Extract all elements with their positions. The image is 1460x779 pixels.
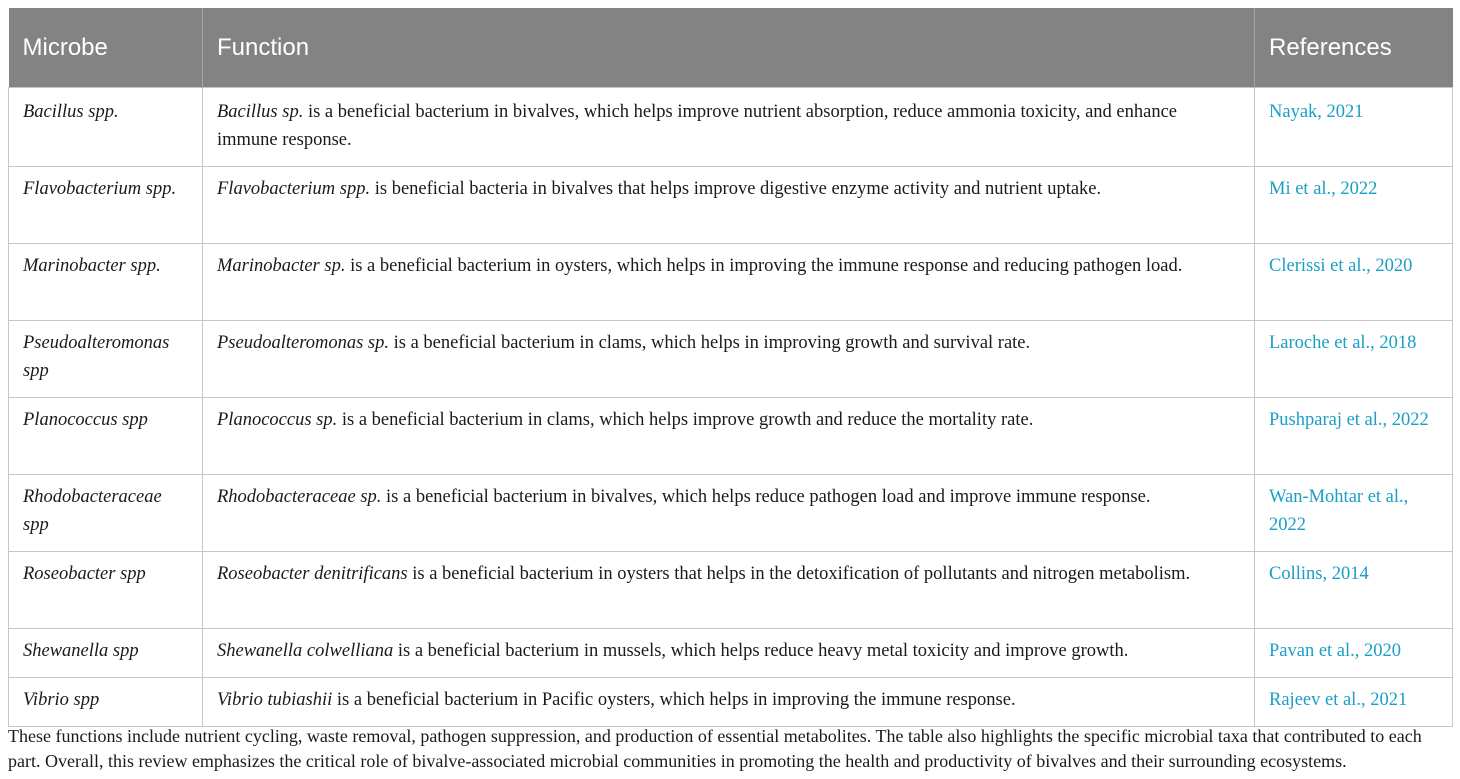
microbe-cell: Marinobacter spp. — [9, 244, 203, 321]
table-row — [9, 678, 1453, 727]
table-row — [9, 244, 1453, 321]
function-text: is a beneficial bacterium in clams, which helps improve growth and reduce the mortality rate. — [337, 410, 1034, 430]
table-container — [8, 8, 1452, 727]
function-cell — [203, 244, 1255, 321]
function-text: is beneficial bacteria in bivalves that helps improve digestive enzyme activity and nutrient uptake. — [370, 179, 1102, 199]
reference-link[interactable]: Wan-Mohtar et al., 2022 — [1255, 475, 1453, 552]
function-taxon: Planococcus sp. — [217, 410, 338, 430]
reference-link[interactable]: Pavan et al., 2020 — [1255, 629, 1453, 678]
function-cell — [203, 88, 1255, 167]
function-text: is a beneficial bacterium in mussels, which helps reduce heavy metal toxicity and improve growth. — [393, 641, 1129, 661]
function-text: is a beneficial bacterium in bivalves, which helps improve nutrient absorption, reduce ammonia toxicity, and enhance immune response. — [217, 102, 1178, 150]
reference-link[interactable]: Mi et al., 2022 — [1255, 167, 1453, 244]
table-footnote: These functions include nutrient cycling, waste removal, pathogen suppression, and production of essential metabolites. The table also highlights the specific microbial taxa that contributed to each part. Overall, this review emphasizes the critical role of bivalve-associated microbial communities in promoting the health and productivity of bivalves and their surrounding ecosystems. — [8, 726, 1422, 771]
function-cell — [203, 321, 1255, 398]
microbe-cell: Roseobacter spp — [9, 552, 203, 629]
reference-link[interactable]: Pushparaj et al., 2022 — [1255, 398, 1453, 475]
reference-link[interactable]: Collins, 2014 — [1255, 552, 1453, 629]
function-taxon: Rhodobacteraceae sp. — [217, 487, 382, 507]
table-header — [9, 8, 1453, 88]
microbe-cell: Pseudoalteromonas spp — [9, 321, 203, 398]
function-text: is a beneficial bacterium in bivalves, which helps reduce pathogen load and improve immune response. — [381, 487, 1151, 507]
function-cell — [203, 398, 1255, 475]
function-taxon: Flavobacterium spp. — [217, 179, 371, 199]
function-cell — [203, 475, 1255, 552]
function-cell — [203, 552, 1255, 629]
function-cell — [203, 167, 1255, 244]
function-taxon: Pseudoalteromonas sp. — [217, 333, 389, 353]
table-row — [9, 88, 1453, 167]
table-row — [9, 475, 1453, 552]
microbe-cell: Bacillus spp. — [9, 88, 203, 167]
table-row — [9, 629, 1453, 678]
microbe-cell: Planococcus spp — [9, 398, 203, 475]
function-text: is a beneficial bacterium in clams, which helps in improving growth and survival rate. — [388, 333, 1031, 353]
function-text: is a beneficial bacterium in Pacific oysters, which helps in improving the immune response. — [332, 690, 1016, 710]
function-cell — [203, 678, 1255, 727]
microbe-cell: Flavobacterium spp. — [9, 167, 203, 244]
microbe-cell: Shewanella spp — [9, 629, 203, 678]
table-row — [9, 321, 1453, 398]
microbe-cell: Vibrio spp — [9, 678, 203, 727]
function-cell — [203, 629, 1255, 678]
function-taxon: Marinobacter sp. — [217, 256, 346, 276]
function-taxon: Bacillus sp. — [217, 102, 304, 122]
function-taxon: Shewanella colwelliana — [217, 641, 394, 661]
table-row — [9, 552, 1453, 629]
function-text: is a beneficial bacterium in oysters that helps in the detoxification of pollutants and nitrogen metabolism. — [407, 564, 1191, 584]
header-row — [9, 8, 1453, 88]
microbe-cell: Rhodobacteraceae spp — [9, 475, 203, 552]
header-references: References — [1255, 8, 1453, 88]
function-taxon: Vibrio tubiashii — [217, 690, 333, 710]
reference-link[interactable]: Clerissi et al., 2020 — [1255, 244, 1453, 321]
reference-link[interactable]: Laroche et al., 2018 — [1255, 321, 1453, 398]
function-taxon: Roseobacter denitrificans — [217, 564, 408, 584]
table-row — [9, 398, 1453, 475]
function-text: is a beneficial bacterium in oysters, which helps in improving the immune response and reducing pathogen load. — [345, 256, 1183, 276]
table-body — [9, 88, 1453, 727]
header-function: Function — [203, 8, 1255, 88]
table-row — [9, 167, 1453, 244]
reference-link[interactable]: Rajeev et al., 2021 — [1255, 678, 1453, 727]
reference-link[interactable]: Nayak, 2021 — [1255, 88, 1453, 167]
microbe-function-table — [8, 8, 1453, 727]
header-microbe: Microbe — [9, 8, 203, 88]
